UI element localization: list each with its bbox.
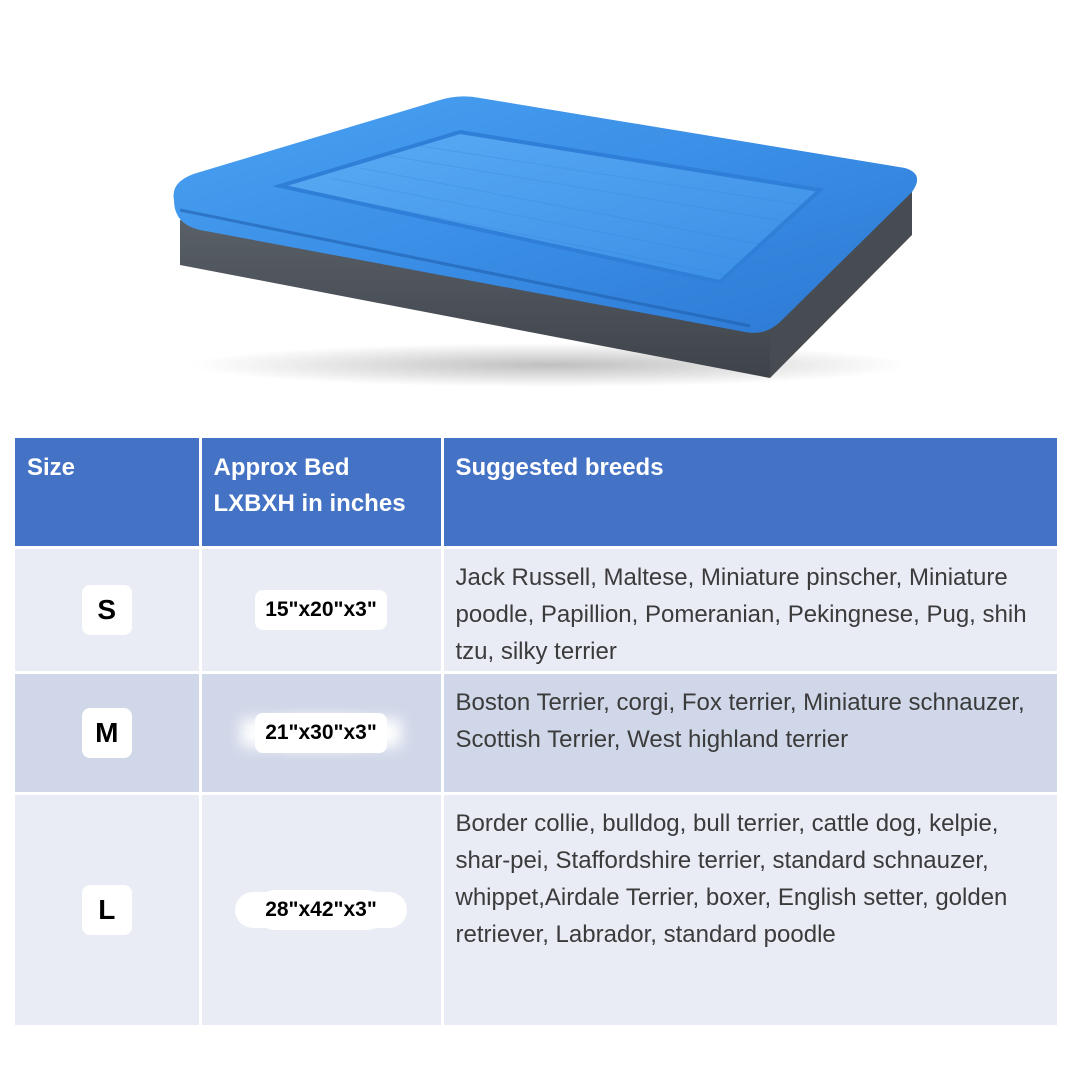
- table-row: [15, 548, 1057, 673]
- dimensions-cell: [200, 673, 442, 794]
- size-chart-table: [15, 438, 1057, 1028]
- table-header-row: [15, 438, 1057, 548]
- size-cell: [15, 548, 200, 673]
- size-label: L: [82, 885, 132, 935]
- header-size: Size: [15, 438, 200, 548]
- header-dimensions: Approx Bed LXBXH in inches: [200, 438, 442, 548]
- size-label: M: [82, 708, 132, 758]
- table-row: [15, 794, 1057, 1027]
- dimensions-cell: [200, 548, 442, 673]
- breeds-text: Boston Terrier, corgi, Fox terrier, Miniature schnauzer, Scottish Terrier, West highland terrier: [455, 689, 1025, 753]
- size-cell: [15, 673, 200, 794]
- breeds-cell: [442, 794, 1057, 1027]
- dimensions-label: 21"x30"x3": [255, 713, 387, 753]
- header-breeds: Suggested breeds: [442, 438, 1057, 548]
- breeds-text: Border collie, bulldog, bull terrier, cattle dog, kelpie, shar-pei, Staffordshire terrier, standard schnauzer, whippet,Airdale Terrier, boxer, English setter, golden retriever, Labrador, standard poodle: [455, 810, 1008, 948]
- size-cell: [15, 794, 200, 1027]
- dimensions-cell: [200, 794, 442, 1027]
- dog-bed-image: [160, 60, 940, 400]
- breeds-cell: [442, 673, 1057, 794]
- dimensions-label: 15"x20"x3": [255, 590, 387, 630]
- breeds-cell: [442, 548, 1057, 673]
- dimensions-label: 28"x42"x3": [255, 890, 387, 930]
- table-row: [15, 673, 1057, 794]
- breeds-text: Jack Russell, Maltese, Miniature pinscher, Miniature poodle, Papillion, Pomeranian, Pekingnese, Pug, shih tzu, silky terrier: [455, 564, 1027, 665]
- size-label: S: [82, 585, 132, 635]
